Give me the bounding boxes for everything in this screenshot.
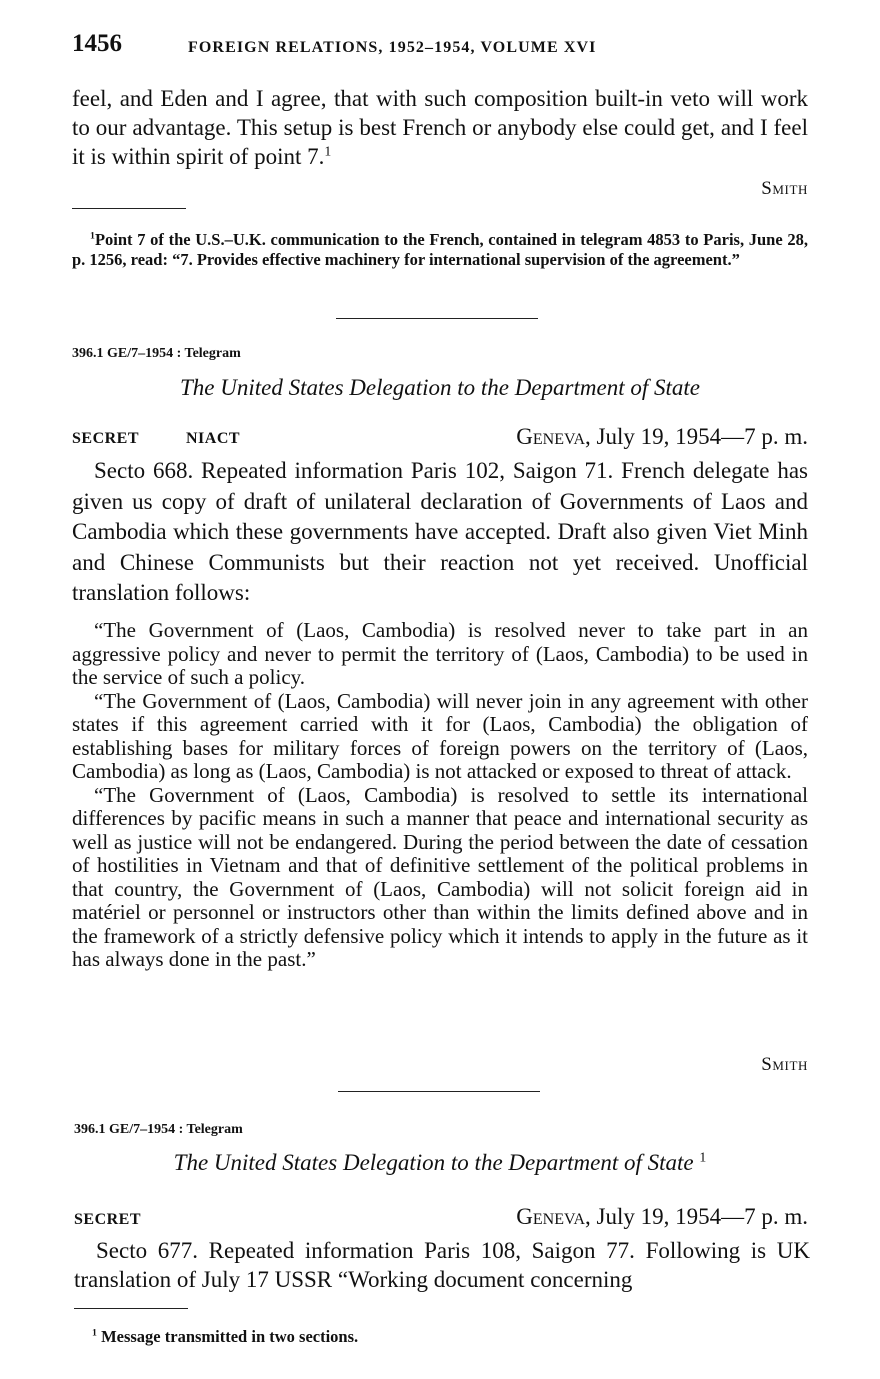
running-title: FOREIGN RELATIONS, 1952–1954, VOLUME XVI [188, 39, 597, 56]
footnote-text: Point 7 of the U.S.–U.K. communication to the French, contained in telegram 4853 to Paris, June 28, p. 1256, read: “7. Provides effective machinery for international supervision of the agreement.” [72, 230, 808, 269]
footnote [92, 1327, 358, 1347]
quote-paragraph: “The Government of (Laos, Cambodia) is resolved to settle its international differences by pacific means in such a manner that peace and international security as well as justice will not be endangered. During the period between the date of cessation of hostilities in Vietnam and that of definitive settlement of the political problems in that country, the Government of (Laos, Cambodia) will not solicit foreign aid in matériel or personnel or instructors other than within the limits defined above and in the framework of a strictly defensive policy which it intends to apply in the future as it has always done in the past.” [72, 782, 808, 971]
footnote [72, 230, 808, 270]
footnote-marker: 1 [92, 1327, 97, 1339]
section-divider [336, 318, 538, 319]
doc2-place: Geneva, [516, 1204, 591, 1229]
page-number: 1456 [72, 30, 122, 57]
doc2-title [72, 1150, 808, 1176]
doc1-intro: Secto 668. Repeated information Paris 102, Saigon 71. French delegate has given us copy of draft of unilateral declaration of Governments of Laos and Cambodia which these governments have accepted. Draft also given Viet Minh and Chinese Communists but their reaction not yet received. Unofficial translation follows: [72, 458, 808, 605]
footnote-ref: 1 [324, 143, 332, 159]
quote-paragraph: “The Government of (Laos, Cambodia) is resolved never to take part in an aggressive policy and never to permit the territory of (Laos, Cambodia) to be used in the service of such a policy. [72, 618, 808, 689]
doc1-classification: SECRET [72, 430, 140, 447]
doc1-file-number: 396.1 GE/7–1954 : Telegram [72, 346, 241, 361]
section-divider [338, 1091, 540, 1092]
doc2-file-number: 396.1 GE/7–1954 : Telegram [74, 1122, 243, 1137]
doc2-date: July 19, 1954—7 p. m. [590, 1204, 808, 1229]
doc2-classification: SECRET [74, 1211, 142, 1228]
doc1-signature: Smith [761, 1054, 808, 1075]
doc1-place: Geneva, [516, 424, 591, 449]
doc2-dateline [516, 1204, 808, 1230]
doc1-precedence: NIACT [186, 430, 241, 447]
doc2-intro: Secto 677. Repeated information Paris 108, Saigon 77. Following is UK translation of July 17 USSR “Working document concerning [74, 1238, 810, 1292]
doc1-date: July 19, 1954—7 p. m. [590, 424, 808, 449]
doc1-quotation [72, 619, 808, 972]
doc2-title-text: The United States Delegation to the Department of State [173, 1150, 694, 1175]
quote-paragraph: “The Government of (Laos, Cambodia) will never join in any agreement with other states if this agreement carried with it for (Laos, Cambodia) the obligation of establishing bases for military forces of foreign powers on the territory of (Laos, Cambodia) as long as (Laos, Cambodia) is not attacked or exposed to threat of attack. [72, 688, 808, 783]
footnote-text: Message transmitted in two sections. [101, 1327, 359, 1346]
footnote-ref: 1 [699, 1149, 707, 1165]
doc1-title: The United States Delegation to the Department of State [180, 375, 700, 400]
footnote-divider [74, 1308, 188, 1309]
signature: Smith [761, 178, 808, 199]
footnote-marker: 1 [90, 230, 95, 242]
continuation-paragraph [72, 84, 808, 171]
continuation-text: feel, and Eden and I agree, that with such composition built-in veto will work to our advantage. This setup is best French or anybody else could get, and I feel it is within spirit of point 7. [72, 86, 808, 169]
doc1-dateline [516, 424, 808, 450]
footnote-divider [72, 208, 186, 209]
